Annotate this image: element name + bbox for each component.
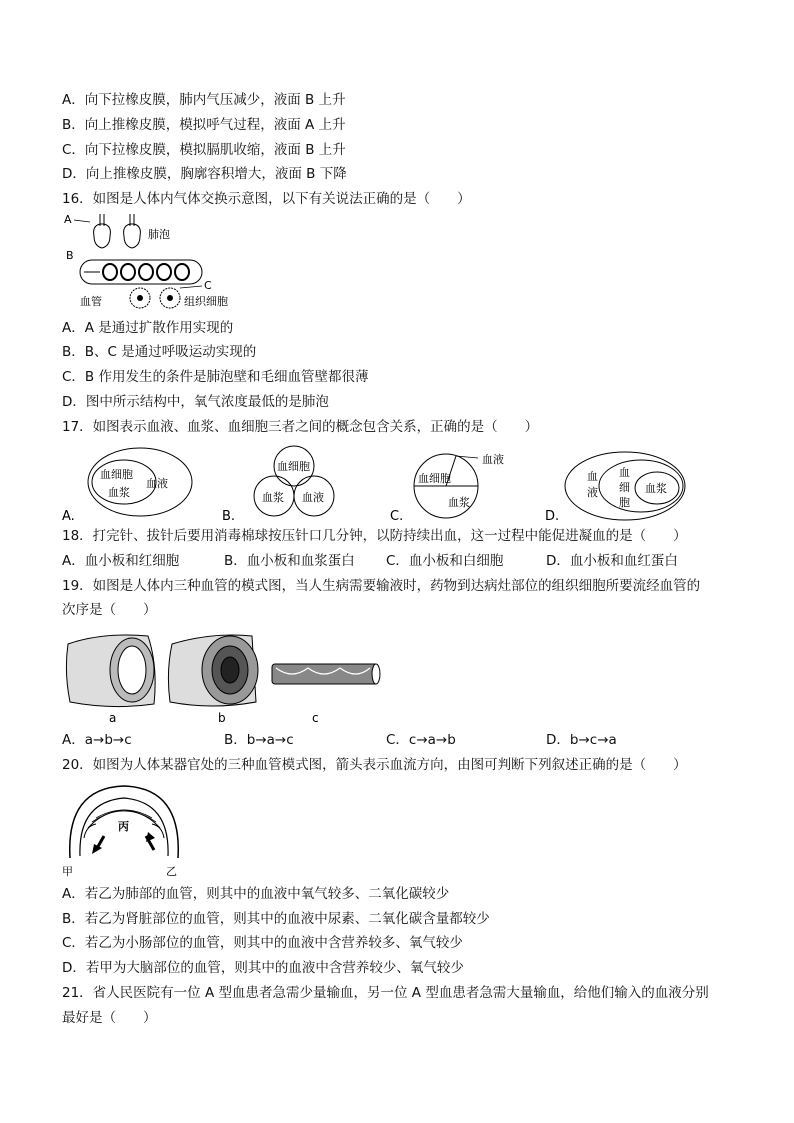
label-a: A [64, 213, 72, 226]
tissue-cell-label: 组织细胞 [184, 295, 228, 308]
q20-option-d: D．若甲为大脑部位的血管，则其中的血液中含营养较少、氧气较少 [62, 960, 464, 976]
q18-stem: 18．打完针、拔针后要用消毒棉球按压针口几分钟，以防持续出血，这一过程中能促进凝血的是（ ） [62, 528, 687, 544]
blood-vessels-figure [62, 626, 392, 726]
q19-option-b: B．b→a→c [224, 732, 294, 748]
svg-text:血细胞: 血细胞 [100, 468, 133, 481]
q19-stem-line1: 19．如图是人体内三种血管的模式图，当人生病需要输液时，药物到达病灶部位的组织细胞所要流经血管的 [62, 578, 701, 594]
label-c: C [204, 279, 212, 292]
q17-diagram-d [545, 444, 695, 524]
q17-diagram-b [222, 444, 362, 524]
alveolus-label: 肺泡 [148, 228, 170, 241]
q17-letter-c: C. [390, 509, 404, 524]
label-yi: 乙 [166, 865, 177, 878]
vessel-b-label: b [218, 711, 226, 725]
q16-option-b: B．B、C 是通过呼吸运动实现的 [62, 344, 257, 360]
q16-option-c: C．B 作用发生的条件是肺泡壁和毛细血管壁都很薄 [62, 369, 369, 385]
organ-vessels-figure [62, 778, 192, 878]
q16-option-a: A．A 是通过扩散作用实现的 [62, 320, 234, 336]
vessel-a-label: a [109, 711, 117, 725]
q20-option-b: B．若乙为肾脏部位的血管，则其中的血液中尿素、二氧化碳含量都较少 [62, 911, 490, 927]
svg-text:胞: 胞 [619, 496, 630, 509]
q17-diagram-a [62, 444, 202, 524]
gas-exchange-figure [62, 212, 272, 312]
q17-letter-b: B. [222, 509, 236, 524]
q18-option-c: C．血小板和白细胞 [386, 553, 504, 569]
q16-option-d: D．图中所示结构中，氧气浓度最低的是肺泡 [62, 394, 329, 410]
q18-option-a: A．血小板和红细胞 [62, 553, 180, 569]
q20-option-c: C．若乙为小肠部位的血管，则其中的血液中含营养较多、氧气较少 [62, 935, 463, 951]
q19-option-c: C．c→a→b [386, 732, 456, 748]
svg-text:细: 细 [619, 481, 630, 494]
q21-stem-line2: 最好是（ ） [62, 1010, 157, 1026]
svg-text:液: 液 [587, 486, 598, 499]
svg-text:血浆: 血浆 [645, 482, 667, 495]
svg-text:血液: 血液 [482, 453, 504, 466]
q19-option-d: D．b→c→a [546, 732, 617, 748]
q15-option-c: C．向下拉橡皮膜，模拟膈肌收缩，液面 B 上升 [62, 142, 346, 158]
q17-diagram-c [388, 444, 528, 524]
svg-text:血浆: 血浆 [108, 486, 130, 499]
q15-option-b: B．向上推橡皮膜，模拟呼气过程，液面 A 上升 [62, 117, 346, 133]
vessel-c-label: c [312, 711, 319, 725]
q19-stem-line2: 次序是（ ） [62, 602, 157, 618]
svg-text:血细胞: 血细胞 [277, 460, 310, 473]
svg-text:血浆: 血浆 [262, 491, 284, 504]
q18-option-b: B．血小板和血浆蛋白 [224, 553, 355, 569]
q19-option-a: A．a→b→c [62, 732, 132, 748]
svg-text:血: 血 [587, 470, 598, 483]
vessel-label: 血管 [80, 295, 102, 308]
q20-option-a: A．若乙为肺部的血管，则其中的血液中氧气较多、二氧化碳较少 [62, 886, 450, 902]
svg-text:血细胞: 血细胞 [418, 472, 451, 485]
q21-stem-line1: 21．省人民医院有一位 A 型血患者急需少量输血，另一位 A 型血患者急需大量输血，给他们输入的血液分别 [62, 985, 709, 1001]
q18-option-d: D．血小板和血红蛋白 [546, 553, 678, 569]
label-jia: 甲 [62, 865, 73, 878]
q17-stem: 17．如图表示血液、血浆、血细胞三者之间的概念包含关系，正确的是（ ） [62, 419, 539, 435]
label-bing: 丙 [118, 820, 129, 833]
svg-text:血: 血 [619, 466, 630, 479]
svg-text:血液: 血液 [302, 491, 324, 504]
q17-letter-d: D. [545, 509, 560, 524]
q17-letter-a: A. [62, 509, 75, 524]
q16-stem: 16．如图是人体内气体交换示意图，以下有关说法正确的是（ ） [62, 191, 471, 207]
label-b: B [66, 249, 74, 262]
q20-stem: 20．如图为人体某器官处的三种血管模式图，箭头表示血流方向，由图可判断下列叙述正确的是（ ） [62, 757, 687, 773]
svg-text:血液: 血液 [146, 477, 168, 490]
q15-option-d: D．向上推橡皮膜，胸廓容积增大，液面 B 下降 [62, 166, 347, 182]
svg-text:血浆: 血浆 [448, 496, 470, 509]
q15-option-a: A．向下拉橡皮膜，肺内气压减少，液面 B 上升 [62, 92, 346, 108]
